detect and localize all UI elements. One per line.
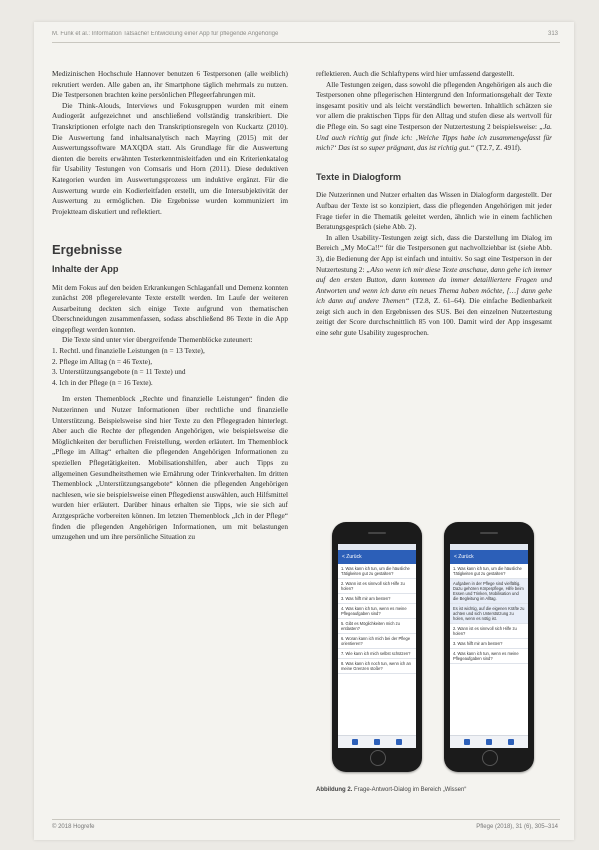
question-item: 7. Wie kann ich mich selbst schützen? xyxy=(338,649,416,659)
answer-text: Aufgaben in der Pflege sind vielfältig. Dazu gehören Körperpflege, Hilfe beim Essen und Trinken, Mobilisation und die Begleitung im Alltag. xyxy=(450,579,528,604)
speaker-icon xyxy=(480,532,498,534)
question-item: 6. Woran kann ich mich bei der Pflege orientieren? xyxy=(338,634,416,649)
phone-mockup xyxy=(332,522,422,772)
journal-page xyxy=(34,22,574,840)
menu-icon xyxy=(508,739,514,745)
footer-rule xyxy=(52,819,560,820)
subsection-heading-dialogform: Texte in Dialogform xyxy=(316,171,402,182)
subsection-heading-inhalte: Inhalte der App xyxy=(52,263,119,274)
question-item: 2. Wann ist es sinnvoll sich Hilfe zu holen? xyxy=(450,624,528,639)
question-item: 8. Was kann ich noch tun, wenn ich an meine Grenzen stoße? xyxy=(338,659,416,674)
paragraph: Medizinischen Hochschule Hannover benutzen 6 Testpersonen (alle weiblich) rekrutiert werden. Alle gaben an, ihr Smartphone täglich mehrmals zu nutzen. Die Testpersonen brachten keine persönlichen Pflegeerfahrungen mit. xyxy=(52,69,288,100)
paragraph xyxy=(316,80,552,154)
phone-screen xyxy=(338,544,416,748)
tab-bar xyxy=(450,735,528,748)
list-item: 3. Unterstützungsangebote (n = 11 Texte) und xyxy=(52,367,186,377)
paragraph: Mit dem Fokus auf den beiden Erkrankungen Schlaganfall und Demenz konnten zunächst 208 pflegerelevante Texte erstellt werden. Im Laufe der weiteren Ausarbeitung deckten sich einige Texte aufgrund von thematischen Überschneidungen zusammenfassen, sodass abschließend 86 Texte in die App eingepflegt werden konnten. xyxy=(52,282,288,334)
back-link: < Zurück xyxy=(338,550,416,564)
right-column xyxy=(316,69,552,339)
phone-screen xyxy=(450,544,528,748)
running-head: M. Funk et al.: Information Tatsache! Entwicklung einer App für pflegende Angehörige xyxy=(52,31,279,37)
header-rule xyxy=(52,42,560,43)
question-item: 1. Was kann ich tun, um die häusliche Tätigkeiten gut zu gestalten? xyxy=(338,564,416,579)
home-button-icon xyxy=(482,750,498,766)
book-icon xyxy=(374,739,380,745)
question-item: 1. Was kann ich tun, um die häusliche Tätigkeiten gut zu gestalten? xyxy=(450,564,528,579)
paragraph-text: In allen Usability-Testungen zeigt sich, dass die Darstellung im Dialog im Bereich „My MoCa!!“ für die Testpersonen gut nachvollziehbar ist (siehe Abb. 3), die Bedienung der App ist einfach und intuitiv. So sagt eine Testperson in der Nutzertestung 2: xyxy=(316,232,552,274)
home-icon xyxy=(464,739,470,745)
paragraph: Die Think-Alouds, Interviews und Fokusgruppen wurden mit einem Audiogerät aufgezeichnet und anschließend vollständig transkribiert. Die Transkriptionen erfolgte nach den Transkriptionsregeln von Kuckartz (2010). Die Auswertung fand inhaltsanalytisch nach Mayring (2015) mit der Auswertungssoftware MAXQDA statt. Als Grundlage für die Auswertung dienten die bereits erwähnten Testerkenntnisleitfaden und ein Kriterienkatalog für Usability Testungen von Comsaris und Horn (2011). Diese deduktiven Kategorien wurden im Auswertungsprozess um induktive ergänzt. Für die Auswertung wurde ein Kodierleitfaden erstellt, um die Intersubjektivität der Auswertung zu ermöglichen. Die Ergebnisse wurden kommuniziert im Projektteam diskutiert und reflektiert. xyxy=(52,100,288,216)
home-icon xyxy=(352,739,358,745)
paragraph: Die Texte sind unter vier übergreifende Themenblöcke zuteunert: xyxy=(62,335,253,345)
question-item: 3. Was hilft mir am besten? xyxy=(450,639,528,649)
theme-list xyxy=(52,346,288,388)
figure-app-screens xyxy=(316,522,552,782)
question-item: 3. Was hilft mir am besten? xyxy=(338,594,416,604)
question-item: 5. Gibt es Möglichkeiten mich zu entlasten? xyxy=(338,619,416,634)
quote-reference: (T2.8, Z. 61–64). Die einfache Bedienbarkeit zeigt sich auch in den Ergebnissen des SUS. Bei den einzelnen Nutzertestung zeitigt der Score durchschnittlich 85 von 100. Damit wird der App insgesamt eine sehr gute Usability zugesprochen. xyxy=(316,296,552,338)
paragraph: Die Nutzerinnen und Nutzer erhalten das Wissen in Dialogform dargestellt. Der Aufbau der Texte ist so konzipiert, dass die pflegenden Angehörigen mit jeder Frage tiefer in die Thematik geleitet werden, ähnlich wie in einem fachlichen Beratungsgespräch (siehe Abb. 2). xyxy=(316,190,552,232)
question-item: 2. Wann ist es sinnvoll sich Hilfe zu holen? xyxy=(338,579,416,594)
phone-mockup xyxy=(444,522,534,772)
caption-text: Frage-Antwort-Dialog im Bereich „Wissen“ xyxy=(352,787,467,793)
caption-label: Abbildung 2. xyxy=(316,787,353,793)
section-heading-ergebnisse: Ergebnisse xyxy=(52,242,123,258)
figure-caption xyxy=(316,787,556,793)
question-item: 4. Was kann ich tun, wenn es meine Pflegeaufgaben sind? xyxy=(450,649,528,664)
quote: „Ja. Und auch richtig gut finde ich: ‚Welche Tipps habe ich zusammengefasst für mich?‘ Das ist so super prägnant, das ist richtig gut.“ xyxy=(316,121,552,153)
page-number: 313 xyxy=(547,31,558,37)
menu-icon xyxy=(396,739,402,745)
tab-bar xyxy=(338,735,416,748)
list-item: 4. Ich in der Pflege (n = 16 Texte). xyxy=(52,377,153,387)
speaker-icon xyxy=(368,532,386,534)
back-link: < Zurück xyxy=(450,550,528,564)
paragraph: Im ersten Themenblock „Rechte und finanzielle Leistungen“ finden die Nutzerinnen und Nutzer Informationen über rechtliche und finanzielle Unterstützung. Beispielsweise sind hier Texte zu den Pflegegraden hinterlegt. Aber auch die Rechte der pflegenden Angehörigen, wie beispielsweise die Möglichkeiten der beruflichen Freistellung, werden erläutert. Im Themenblock „Pflege im Alltag“ erhalten die pflegenden Angehörigen Informationen zu speziellen Pflegetätigkeiten. Mobilisationshilfen, aber auch Tipps zu allgemeinen Gesundheitsthemen wie Ernährung oder Trinkverhalten. Im dritten Themenblock „Unterstützungsangebote“ können die pflegenden Angehörigen nachlesen, wie sie beispielsweise einen Pflegedienst auswählen, auch Hilfsmittel wurden hier erläutert. Darüber hinaus erhalten sie Tipps, wie sie sich auf Arztgespräche vorbereiten können. Im letzten Themenblock „Ich in der Pflege“ finden die pflegenden Angehörigen Informationen, um mit belastungen umzugehen und um ihre persönliche Situation zu xyxy=(52,394,288,542)
list-item: 2. Pflege im Alltag (n = 46 Texte), xyxy=(52,356,153,366)
quote-reference: (T2.7, Z. 491f). xyxy=(474,143,522,153)
answer-text: Es ist wichtig, auf die eigenen Kräfte zu achten und sich Unterstützung zu holen, wenn es nötig ist. xyxy=(450,604,528,624)
book-icon xyxy=(486,739,492,745)
paragraph-text: Alle Testungen zeigen, dass sowohl die pflegenden Angehörigen als auch die Testpersonen ohne pflegerischen Hintergrund den Informationsgehalt der Texte insgesamt positiv und als leicht verständlich bewerten. Inhaltlich schätzen sie vor allem die praktischen Tipps für den Alltag und stufen diese als wertvoll für die Pflege ein. So sagt eine Testperson der Nutzertestung 2 beispielsweise: xyxy=(316,79,552,131)
question-item: 4. Was kann ich tun, wenn es meine Pflegeaufgaben sind? xyxy=(338,604,416,619)
footer-citation: Pflege (2018), 31 (6), 305–314 xyxy=(476,824,558,830)
footer-copyright: © 2018 Hogrefe xyxy=(52,824,95,830)
paragraph: reflektieren. Auch die Schlaftypens wird hier umfassend dargestellt. xyxy=(316,69,515,78)
home-button-icon xyxy=(370,750,386,766)
left-column xyxy=(52,69,288,543)
list-item: 1. Rechtl. und finanzielle Leistungen (n = 13 Texte), xyxy=(52,346,205,356)
quote: „Also wenn ich mir diese Texte anschaue, dann gehe ich immer auf den ersten Button, dann kommen da immer detailliertere Fragen und Antworten und wenn ich dann ein neues Thema haben möchte, […] dann gehe ich dann auf andere Themen“ xyxy=(316,264,552,306)
paragraph xyxy=(316,233,552,339)
